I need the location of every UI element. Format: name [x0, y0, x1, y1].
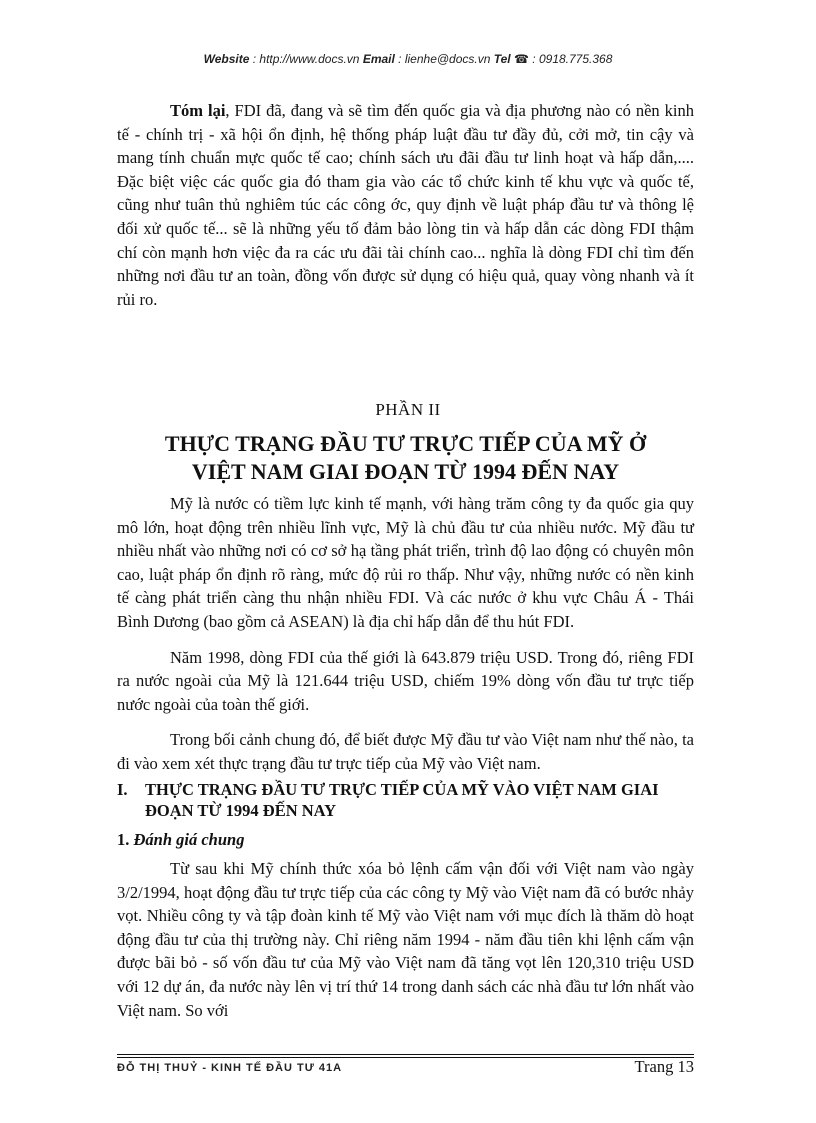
summary-text: , FDI đã, đang và sẽ tìm đến quốc gia và địa phương nào có nền kinh tế - chính trị - xã hội ổn định, hệ thống pháp luật đầu tư đầy đủ, cởi mở, tin cậy và mang tính chuẩn mực quốc tế cao; chính sách ưu đãi đầu tư linh hoạt và hấp dẫn,.... Đặc biệt việc các quốc gia đó tham gia vào các tổ chức kinh tế khu vực và quốc tế, cũng như tuân thủ nghiêm túc các công ớc, quy định về luật pháp đầu tư và thông lệ đối xử quốc tế... sẽ là những yếu tố đảm bảo lòng tin và hấp dẫn các dòng FDI thậm chí còn mạnh hơn việc đa ra các ưu đãi tài chính cao... nghĩa là dòng FDI chỉ tìm đến những nơi đầu tư an toàn, đồng vốn được sử dụng có hiệu quả, quay vòng nhanh và ít rủi ro.: [117, 101, 694, 309]
tel-number: : 0918.775.368: [532, 52, 613, 66]
part-label: PHẦN II: [375, 400, 441, 419]
page-header: [0, 52, 816, 66]
part-title: [117, 430, 694, 486]
email-label: Email: [362, 52, 395, 66]
summary-lead: Tóm lại: [170, 101, 226, 120]
subsection-number: 1.: [117, 830, 130, 849]
footer-rule-top: [117, 1054, 694, 1055]
paragraph-3: Trong bối cảnh chung đó, để biết được Mỹ đầu tư vào Việt nam như thế nào, ta đi vào xem xét thực trạng đầu tư trực tiếp của Mỹ vào Việt nam.: [117, 730, 694, 773]
summary-paragraph: [117, 99, 694, 311]
website-label: Website: [203, 52, 250, 66]
phone-icon: ☎: [514, 52, 529, 66]
part-title-line-1: THỰC TRẠNG ĐẦU TƯ TRỰC TIẾP CỦA MỸ Ở: [164, 431, 647, 456]
section-number: I.: [117, 780, 128, 799]
subsection-heading: [117, 830, 694, 850]
website-url[interactable]: : http://www.docs.vn: [252, 52, 360, 66]
summary-block: [117, 99, 694, 311]
page-number: Trang 13: [634, 1057, 694, 1076]
part-title-line-2: VIỆT NAM GIAI ĐOẠN TỪ 1994 ĐẾN NAY: [191, 459, 620, 484]
tel-label: Tel: [493, 52, 511, 66]
email-address[interactable]: : lienhe@docs.vn: [398, 52, 491, 66]
subsection-title: Đánh giá chung: [133, 830, 245, 849]
paragraph-2: Năm 1998, dòng FDI của thế giới là 643.879 triệu USD. Trong đó, riêng FDI ra nước ngoài của Mỹ là 121.644 triệu USD, chiếm 19% dòng vốn đầu tư trực tiếp nước ngoài của toàn thế giới.: [117, 647, 694, 714]
section-heading: [117, 779, 694, 821]
section-title: THỰC TRẠNG ĐẦU TƯ TRỰC TIẾP CỦA MỸ VÀO VIỆT NAM GIAI ĐOẠN TỪ 1994 ĐẾN NAY: [145, 780, 659, 820]
intro-block: [117, 492, 694, 776]
footer-author: ĐỖ THỊ THUỶ - KINH TẾ ĐẦU TƯ 41A: [117, 1062, 343, 1074]
closing-block: [117, 857, 694, 1022]
page-footer: [117, 1057, 694, 1077]
closing-paragraph: Từ sau khi Mỹ chính thức xóa bỏ lệnh cấm vận đối với Việt nam vào ngày 3/2/1994, hoạt động đầu tư trực tiếp của các công ty Mỹ vào Việt nam đã có bước nhảy vọt. Nhiều công ty và tập đoàn kinh tế Mỹ vào Việt nam với mục đích là thăm dò hoạt động đầu tư của thị trường này. Chỉ riêng năm 1994 - năm đầu tiên khi lệnh cấm vận được bãi bỏ - số vốn đầu tư của Mỹ vào Việt nam đã tăng vọt lên 120,310 triệu USD với 12 dự án, đa nước này lên vị trí thứ 14 trong danh sách các nhà đầu tư lớn nhất vào Việt nam. So với: [117, 859, 694, 1020]
paragraph-1: Mỹ là nước có tiềm lực kinh tế mạnh, với hàng trăm công ty đa quốc gia quy mô lớn, hoạt động trên nhiều lĩnh vực, Mỹ là chủ đầu tư của nhiều nước. Mỹ đầu tư nhiều nhất vào những nơi có cơ sở hạ tầng phát triển, trình độ lao động có chuyên môn cao, luật pháp ổn định rõ ràng, mức độ rủi ro thấp. Như vậy, những nước có nền kinh tế càng phát triển càng thu nhận nhiều FDI. Và các nước ở khu vực Châu Á - Thái Bình Dương (bao gồm cả ASEAN) là địa chỉ hấp dẫn để thu hút FDI.: [117, 494, 694, 631]
